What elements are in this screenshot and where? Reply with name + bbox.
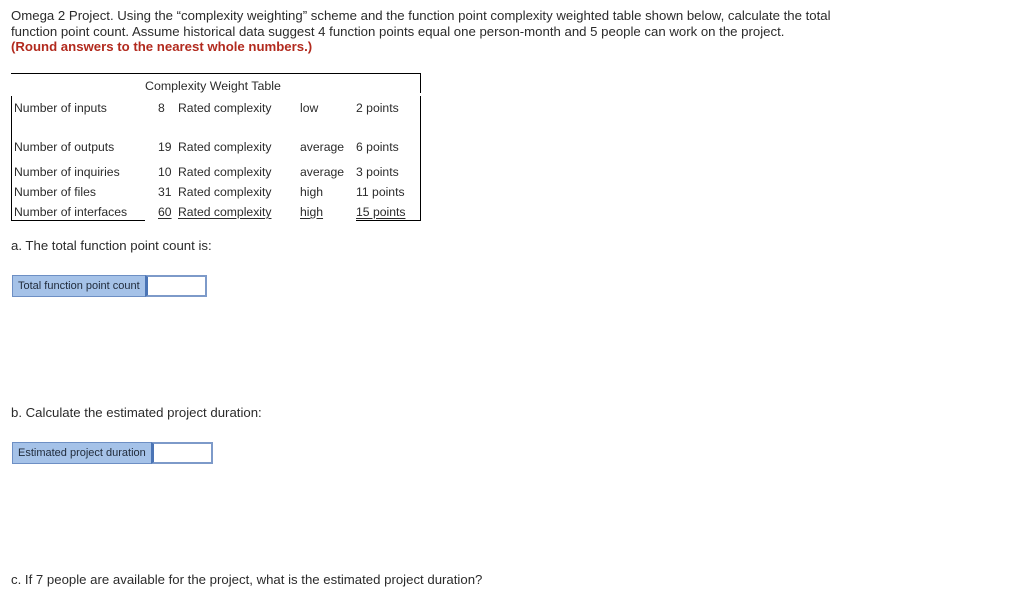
estimated-project-duration-input[interactable]: [151, 442, 213, 464]
row-points: 15 points: [356, 205, 406, 219]
answer-a-label: Total function point count: [12, 275, 145, 297]
row-quantity: 10: [158, 165, 172, 179]
row-level: average: [300, 140, 345, 154]
row-level: average: [300, 165, 345, 179]
table-row: [11, 165, 421, 181]
row-rated: Rated complexity: [178, 140, 272, 154]
complexity-weight-table: [11, 73, 421, 221]
table-row: [11, 140, 421, 156]
answer-b-label: Estimated project duration: [12, 442, 151, 464]
problem-text: Omega 2 Project. Using the “complexity weighting” scheme and the function point complexity weighted table shown below, calculate the total function point count. Assume historical data suggest 4 function points equal one person-month and 5 people can work on the project.: [11, 8, 831, 39]
row-quantity: 31: [158, 185, 172, 199]
row-points: 11 points: [356, 185, 405, 199]
question-a-prompt: a. The total function point count is:: [11, 238, 212, 253]
row-label: Number of files: [14, 185, 96, 199]
rounding-instruction: (Round answers to the nearest whole numbers.): [11, 39, 313, 55]
row-rated: Rated complexity: [178, 165, 272, 179]
row-rated: Rated complexity: [178, 205, 272, 219]
total-function-point-count-input[interactable]: [145, 275, 207, 297]
row-rated: Rated complexity: [178, 185, 272, 199]
row-quantity: 19: [158, 140, 172, 154]
row-quantity: 60: [158, 205, 172, 219]
row-points: 6 points: [356, 140, 399, 154]
answer-b-row: [12, 442, 213, 464]
row-label: Number of outputs: [14, 140, 115, 154]
table-top-border: [11, 73, 421, 74]
table-caption: Complexity Weight Table: [145, 79, 281, 93]
answer-a-row: [12, 275, 207, 297]
row-quantity: 8: [158, 101, 165, 115]
problem-statement: [11, 8, 831, 55]
row-label: Number of interfaces: [14, 205, 128, 219]
row-level: high: [300, 185, 324, 199]
row-points: 2 points: [356, 101, 399, 115]
table-row: [11, 101, 421, 117]
row-label: Number of inputs: [14, 101, 107, 115]
row-rated: Rated complexity: [178, 101, 272, 115]
row-level: low: [300, 101, 319, 115]
table-border: [420, 73, 421, 93]
row-points: 3 points: [356, 165, 399, 179]
table-bottom-border: [11, 220, 145, 221]
row-label: Number of inquiries: [14, 165, 120, 179]
row-level: high: [300, 205, 324, 219]
table-bottom-border: [356, 220, 421, 221]
table-row: [11, 205, 421, 221]
table-row: [11, 185, 421, 201]
question-c-prompt: c. If 7 people are available for the project, what is the estimated project duration?: [11, 572, 483, 587]
question-b-prompt: b. Calculate the estimated project duration:: [11, 405, 262, 420]
